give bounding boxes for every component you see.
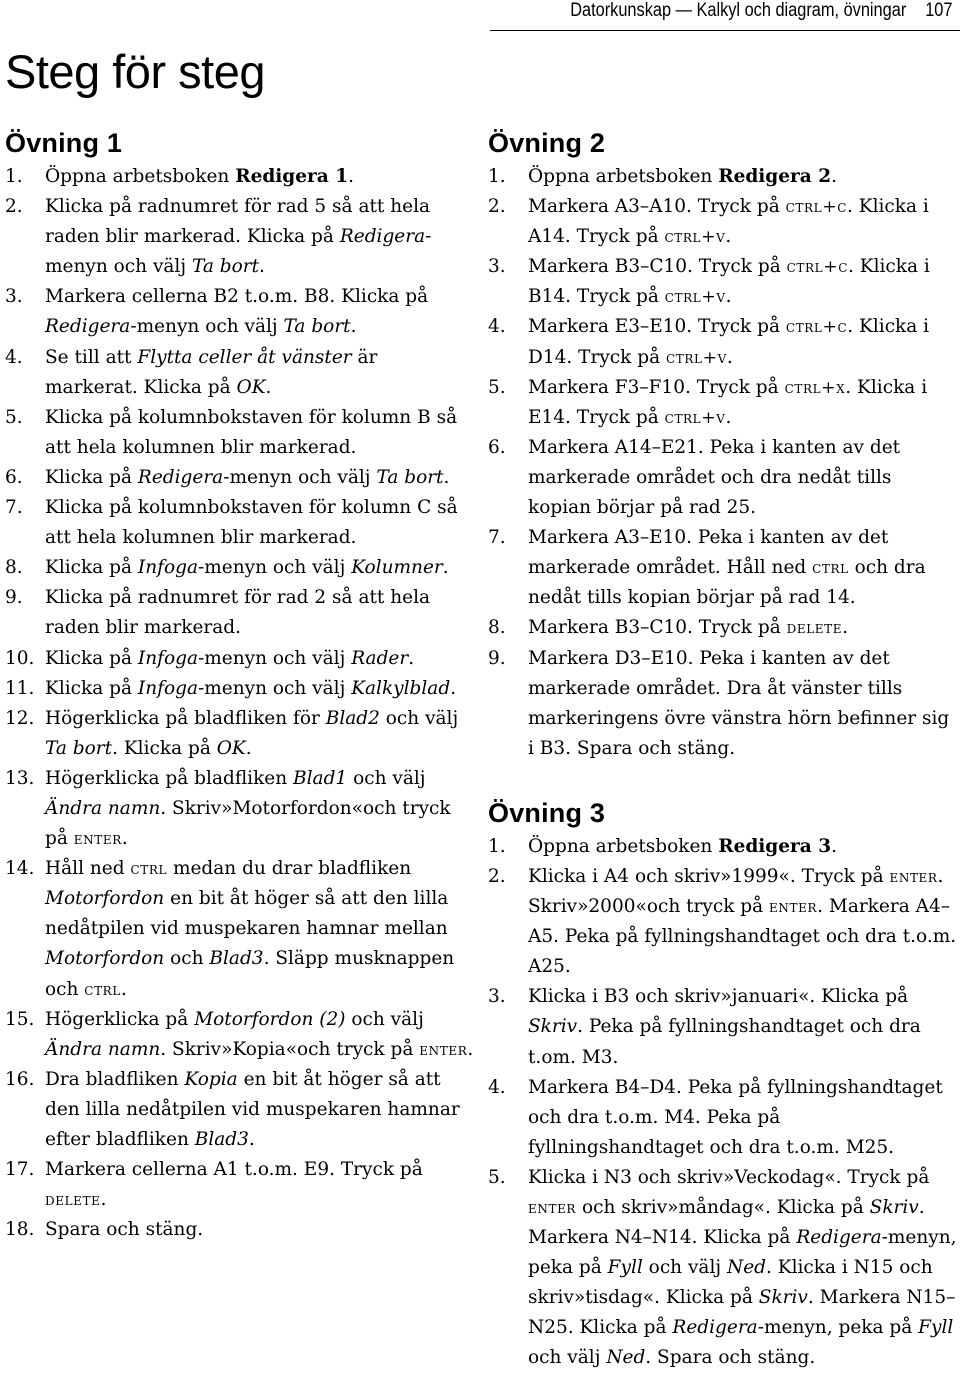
step-item [5, 854, 475, 1004]
text-run: Klicka på [45, 647, 138, 669]
text-run: -menyn och välj [197, 557, 352, 579]
text-run: . Skriv»Kopia«och tryck på [160, 1038, 420, 1060]
running-title: Datorkunskap — Kalkyl och diagram, övningar [569, 0, 906, 21]
step-number: 3. [488, 986, 506, 1008]
text-run: en bit åt höger så att den lilla nedåtpilen vid muspekaren hamnar efter bladfliken [45, 1068, 460, 1150]
ui-term: Blad2 [325, 707, 380, 729]
text-run: . [842, 617, 849, 639]
text-run: Markera D3–E10. Peka i kanten av det markerade området. Dra åt vänster tills markeringens övre vänstra hörn befinner sig i B3. Spara och stäng. [528, 647, 950, 759]
step-item [5, 1005, 475, 1065]
key-name: ctrl+c [785, 197, 847, 218]
file-name: Redigera 1 [235, 166, 349, 187]
step-item [5, 644, 475, 674]
text-run: Högerklicka på bladfliken för [45, 707, 326, 729]
text-run: . [120, 978, 127, 1000]
ui-term: Ändra namn [45, 797, 161, 819]
text-run: medan du drar bladfliken [167, 858, 412, 880]
exercise-3-steps [488, 832, 958, 1374]
key-name: ctrl [84, 979, 121, 1000]
text-run: . [121, 828, 128, 850]
step-item [488, 862, 958, 982]
step-text [528, 252, 958, 312]
step-number: 1. [488, 166, 506, 187]
text-run: . Peka på fyllningshandtaget och dra t.om. M3. [528, 1016, 921, 1068]
step-text [45, 1005, 475, 1065]
step-item [5, 162, 475, 192]
step-text [45, 343, 475, 403]
step-text [528, 433, 958, 523]
text-run: Klicka på kolumnbokstaven för kolumn C så att hela kolumnen blir markerad. [45, 497, 458, 549]
ui-term: Redigera [45, 316, 131, 338]
text-run: och välj [642, 1257, 727, 1279]
key-name: delete [786, 618, 843, 639]
text-run: . Skriv»2000«och tryck på [528, 865, 944, 918]
exercise-1 [5, 124, 475, 1245]
text-run: . Klicka på [112, 737, 217, 759]
step-item [5, 192, 475, 282]
text-run: . [725, 286, 732, 308]
text-run: . Klicka i A14. Tryck på [528, 196, 929, 248]
text-run: Markera A14–E21. Peka i kanten av det markerade området och dra nedåt tills kopian börjar på rad 25. [528, 436, 901, 519]
text-run: -menyn och välj [197, 677, 352, 699]
text-run: -menyn och välj [45, 226, 432, 278]
file-name: Redigera 3 [718, 835, 832, 857]
text-run: . Markera A4–A5. Peka på fyllningshandtaget och dra t.o.m. A25. [528, 896, 957, 978]
ui-term: Kalkylblad [351, 677, 451, 699]
step-text [45, 854, 475, 1004]
step-number: 15. [5, 1008, 35, 1030]
running-header [490, 0, 960, 31]
step-text [528, 862, 958, 982]
key-name: ctrl+v [664, 227, 726, 248]
step-item [5, 583, 475, 643]
text-run: . [259, 256, 265, 278]
step-item [488, 613, 958, 643]
key-name: delete [45, 1190, 101, 1211]
text-run: . Spara och stäng. [645, 1347, 816, 1369]
key-name: ctrl [812, 558, 849, 579]
step-number: 1. [5, 166, 23, 187]
step-item [488, 1073, 958, 1163]
step-item [5, 704, 475, 764]
text-run: . Markera N4–N14. Klicka på [528, 1197, 925, 1249]
exercise-2-steps [488, 162, 958, 764]
text-run: Klicka på [45, 677, 138, 699]
step-number: 7. [5, 497, 23, 519]
text-run: Klicka på radnumret för rad 5 så att hela raden blir markerad. Klicka på [45, 196, 431, 248]
text-run: . [450, 677, 457, 699]
text-run: . [725, 226, 732, 248]
step-number: 8. [488, 617, 506, 639]
ui-term: Rader [351, 647, 409, 669]
text-run: och skriv»måndag«. Klicka på [576, 1197, 870, 1218]
step-text [45, 463, 475, 493]
step-text [528, 1163, 958, 1374]
step-text [528, 523, 958, 613]
step-text [528, 312, 958, 372]
step-number: 4. [5, 346, 23, 368]
text-run: -menyn, peka på [528, 1227, 957, 1279]
text-run: Markera A3–A10. Tryck på [528, 196, 786, 218]
text-run: Högerklicka på [45, 1008, 195, 1030]
text-run: Öppna arbetsboken [45, 166, 236, 187]
ui-term: Redigera [339, 226, 426, 248]
text-run: är markerat. Klicka på [45, 346, 378, 398]
step-number: 10. [5, 647, 35, 669]
step-text [45, 1155, 475, 1215]
step-text [45, 583, 475, 643]
ui-term: Redigera [796, 1227, 882, 1249]
step-item [5, 1155, 475, 1215]
text-run: Klicka på radnumret för rad 2 så att hela raden blir markerad. [45, 587, 431, 639]
text-run: . [245, 737, 252, 759]
ui-term: Skriv [869, 1197, 919, 1218]
text-run: . Klicka i B14. Tryck på [528, 256, 930, 308]
step-item [488, 192, 958, 252]
step-item [488, 252, 958, 312]
ui-term: Motorfordon [45, 948, 165, 970]
text-run: och välj [347, 767, 426, 789]
key-name: ctrl [130, 859, 168, 880]
step-item [5, 282, 475, 342]
key-name: ctrl+c [785, 317, 848, 338]
step-item [5, 1215, 475, 1245]
text-run: Markera A3–E10. Peka i kanten av det markerade området. Håll ned [528, 527, 889, 579]
ui-term: Ta bort [191, 256, 260, 278]
ui-term: Ta bort [45, 737, 113, 759]
step-item [488, 1163, 958, 1374]
ui-term: Fyll [607, 1257, 643, 1279]
text-run: Klicka i B3 och skriv»januari«. Klicka på [528, 986, 909, 1008]
text-run: Öppna arbetsboken [528, 166, 719, 187]
key-name: enter [419, 1039, 468, 1060]
text-run: och välj [379, 707, 459, 729]
step-number: 2. [5, 196, 23, 218]
step-text [45, 403, 475, 463]
step-item [5, 493, 475, 553]
step-number: 4. [488, 1076, 506, 1098]
ui-term: Kolumner [351, 557, 443, 579]
step-number: 3. [488, 256, 506, 278]
ui-term: Ned [727, 1257, 766, 1279]
text-run: . [348, 166, 354, 187]
text-run: -menyn, peka på [757, 1317, 919, 1339]
text-run: . [350, 316, 357, 338]
step-text [45, 644, 475, 674]
text-run: . [408, 647, 415, 669]
text-run: . Klicka i E14. Tryck på [528, 376, 928, 428]
file-name: Redigera 2 [718, 166, 832, 187]
step-text [45, 674, 475, 704]
step-item [488, 433, 958, 523]
step-text [528, 832, 958, 862]
ui-term: Skriv [528, 1016, 578, 1038]
step-number: 12. [5, 707, 35, 729]
step-number: 14. [5, 858, 35, 880]
text-run: -menyn och välj [223, 466, 377, 488]
step-text [528, 1073, 958, 1163]
running-header-text [570, 0, 952, 22]
text-run: Högerklicka på bladfliken [45, 767, 294, 789]
text-run: -menyn och välj [130, 316, 284, 338]
text-run: . Klicka i D14. Tryck på [528, 316, 930, 368]
text-run: Håll ned [45, 858, 131, 880]
step-text [45, 192, 475, 282]
key-name: ctrl+c [786, 257, 849, 278]
text-run: Klicka på kolumnbokstaven för kolumn B så att hela kolumnen blir markerad. [45, 406, 458, 458]
page-title: Steg för steg [5, 45, 265, 98]
text-run: Klicka i A4 och skriv»1999«. Tryck på [528, 865, 890, 887]
step-item [5, 764, 475, 854]
text-run: . Klicka i N15 och skriv»tisdag«. Klicka på [528, 1257, 933, 1309]
step-item [488, 523, 958, 613]
step-number: 2. [488, 865, 506, 887]
step-item [488, 162, 958, 192]
key-name: ctrl+v [664, 287, 726, 308]
step-text [528, 192, 958, 252]
text-run: . Markera N15–N25. Klicka på [528, 1287, 956, 1339]
step-item [488, 312, 958, 372]
key-name: ctrl+x [784, 377, 846, 398]
text-run: Dra bladfliken [45, 1068, 185, 1090]
exercise-2 [488, 124, 958, 764]
text-run: och välj [528, 1347, 607, 1369]
text-run: . [265, 376, 272, 398]
text-run: en bit åt höger så att den lilla nedåtpilen vid muspekaren hamnar mellan [45, 888, 449, 940]
step-number: 17. [5, 1159, 35, 1181]
text-run: Markera F3–F10. Tryck på [528, 376, 785, 398]
ui-term: Fyll [918, 1317, 954, 1339]
step-item [488, 982, 958, 1072]
text-run: Klicka i N3 och skriv»Veckodag«. Tryck på [528, 1166, 930, 1188]
step-number: 8. [5, 557, 23, 579]
step-text [45, 162, 475, 192]
step-number: 18. [5, 1219, 35, 1241]
step-item [5, 1065, 475, 1155]
step-number: 7. [488, 527, 506, 549]
ui-term: Skriv [758, 1287, 808, 1309]
step-text [528, 644, 958, 764]
left-column [5, 124, 475, 1245]
text-run: . [100, 1189, 107, 1211]
step-item [5, 553, 475, 583]
exercise-3-title: Övning 3 [488, 797, 606, 828]
key-name: enter [73, 829, 122, 850]
step-text [45, 282, 475, 342]
step-text [45, 493, 475, 553]
exercise-1-steps [5, 162, 475, 1245]
step-item [5, 343, 475, 403]
text-run: Markera E3–E10. Tryck på [528, 316, 786, 338]
step-item [5, 674, 475, 704]
ui-term: Motorfordon (2) [194, 1008, 346, 1030]
text-run: -menyn och välj [197, 647, 352, 669]
text-run: . [467, 1038, 474, 1060]
step-number: 3. [5, 286, 23, 308]
step-number: 6. [5, 466, 23, 488]
step-number: 11. [5, 677, 35, 699]
step-number: 9. [488, 647, 506, 669]
ui-term: OK [236, 376, 266, 398]
text-run: Markera cellerna B2 t.o.m. B8. Klicka på [45, 286, 429, 308]
key-name: enter [769, 897, 818, 918]
step-item [488, 832, 958, 862]
step-number: 1. [488, 835, 506, 857]
text-run: och dra nedåt tills kopian börjar på rad 14. [528, 557, 926, 609]
ui-term: Kopia [184, 1068, 238, 1090]
step-number: 16. [5, 1068, 35, 1090]
ui-term: OK [216, 737, 246, 759]
step-number: 6. [488, 436, 506, 458]
step-number: 9. [5, 587, 23, 609]
text-run: . [831, 166, 837, 187]
text-run: Klicka på [45, 466, 138, 488]
ui-term: Flytta celler åt vänster [137, 346, 352, 368]
text-run: Markera cellerna A1 t.o.m. E9. Tryck på [45, 1159, 423, 1181]
ui-term: Ta bort [283, 316, 351, 338]
key-name: ctrl+v [665, 347, 727, 368]
text-run: . [831, 835, 837, 857]
ui-term: Infoga [137, 557, 198, 579]
ui-term: Redigera [137, 466, 224, 488]
step-number: 5. [488, 376, 506, 398]
step-number: 4. [488, 316, 506, 338]
ui-term: Blad3 [209, 948, 264, 970]
ui-term: Blad1 [293, 767, 348, 789]
text-run: Markera B3–C10. Tryck på [528, 256, 787, 278]
right-column [488, 124, 958, 1374]
text-run: Markera B3–C10. Tryck på [528, 617, 787, 639]
step-text [45, 1215, 475, 1245]
text-run: Klicka på [45, 557, 138, 579]
text-run: . [442, 557, 449, 579]
ui-term: Blad3 [194, 1129, 249, 1150]
step-item [5, 403, 475, 463]
text-run: . [443, 466, 450, 488]
key-name: enter [889, 866, 938, 887]
step-text [45, 704, 475, 764]
key-name: ctrl+v [664, 407, 726, 428]
step-number: 13. [5, 767, 35, 789]
page-number: 107 [924, 0, 952, 21]
text-run: . [248, 1129, 255, 1150]
text-run: . Skriv»Motorfordon«och tryck på [45, 797, 451, 850]
text-run: . [726, 346, 733, 368]
step-text [45, 1065, 475, 1155]
text-run: Se till att [45, 346, 138, 368]
step-item [488, 644, 958, 764]
step-item [488, 373, 958, 433]
ui-term: Ta bort [376, 466, 444, 488]
text-run: . Släpp musknappen och [45, 948, 455, 1000]
step-text [45, 553, 475, 583]
exercise-2-title: Övning 2 [488, 128, 606, 158]
text-run: Öppna arbetsboken [528, 835, 719, 857]
text-run: Markera B4–D4. Peka på fyllningshandtaget och dra t.o.m. M4. Peka på fyllningshandtaget och dra t.o.m. M25. [528, 1076, 943, 1158]
ui-term: Redigera [672, 1317, 758, 1339]
step-number: 2. [488, 196, 506, 218]
text-run: och [164, 948, 210, 970]
step-text [528, 162, 958, 192]
exercise-3 [488, 794, 958, 1374]
step-text [45, 764, 475, 854]
step-text [528, 373, 958, 433]
ui-term: Ändra namn [45, 1038, 161, 1060]
text-run: Spara och stäng. [45, 1219, 204, 1241]
step-text [528, 613, 958, 643]
exercise-1-title: Övning 1 [5, 128, 123, 158]
step-number: 5. [488, 1166, 506, 1188]
ui-term: Infoga [137, 647, 198, 669]
text-run: och välj [345, 1008, 424, 1030]
ui-term: Motorfordon [45, 888, 165, 910]
step-number: 5. [5, 406, 23, 428]
ui-term: Infoga [137, 677, 198, 699]
text-run: . [725, 406, 732, 428]
step-text [528, 982, 958, 1072]
ui-term: Ned [606, 1347, 646, 1369]
step-item [5, 463, 475, 493]
key-name: enter [528, 1198, 577, 1218]
